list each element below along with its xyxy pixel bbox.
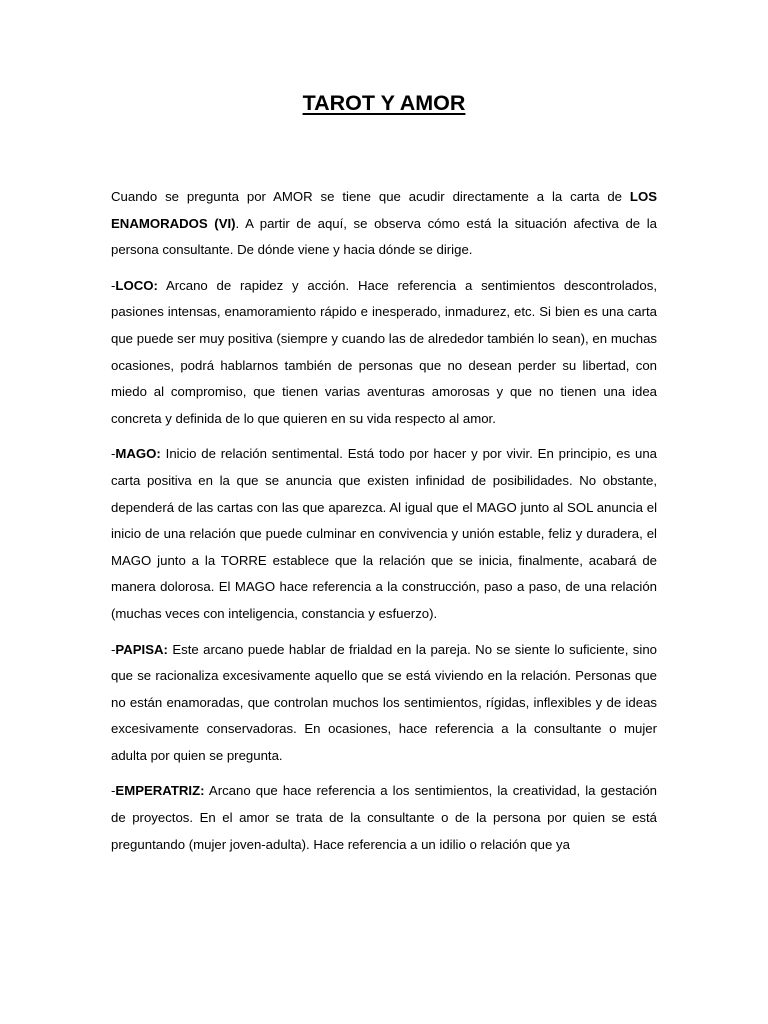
intro-text-after: . A partir de aquí, se observa cómo está la situación afectiva de la persona consultante. De dónde viene y hacia dónde se dirige.: [111, 215, 657, 258]
section-term-mago: MAGO:: [115, 446, 161, 462]
intro-paragraph: [111, 184, 657, 264]
section-text-mago: Inicio de relación sentimental. Está todo por hacer y por vivir. En principio, es una carta positiva en la que se anuncia que existen infinidad de posibilidades. No obstante, dependerá de las cartas con las que aparezca. Al igual que el MAGO junto al SOL anuncia el inicio de una relación que puede culminar en convivencia y unión estable, feliz y duradera, el MAGO junto a la TORRE establece que la relación que se inicia, finalmente, acabará de manera dolorosa. El MAGO hace referencia a la construcción, paso a paso, de una relación (muchas veces con inteligencia, constancia y esfuerzo).: [111, 446, 657, 621]
section-prefix: -: [111, 277, 116, 293]
section-term-emperatriz: EMPERATRIZ:: [115, 783, 205, 799]
section-paragraph-loco: [111, 273, 657, 433]
document-title: [0, 88, 768, 118]
intro-card-term: LOS ENAMORADOS (VI): [111, 189, 657, 231]
section-prefix: -: [111, 446, 116, 462]
document-body: [111, 184, 657, 867]
section-text-papisa: Este arcano puede hablar de frialdad en la pareja. No se siente lo suficiente, sino que se racionaliza excesivamente aquello que se está viviendo en la relación. Personas que no están enamoradas, que controlan muchos los sentimientos, rígidas, inflexibles y de ideas excesivamente conservadoras. En ocasiones, hace referencia a la consultante o mujer adulta por quien se pregunta.: [111, 641, 657, 763]
section-paragraph-emperatriz: [111, 778, 657, 858]
section-paragraph-papisa: [111, 637, 657, 770]
section-term-loco: LOCO:: [115, 277, 158, 293]
section-prefix: -: [111, 641, 116, 657]
section-text-loco: Arcano de rapidez y acción. Hace referencia a sentimientos descontrolados, pasiones intensas, enamoramiento rápido e inesperado, inmadurez, etc. Si bien es una carta que puede ser muy positiva (siempre y cuando las de alrededor también lo sean), en muchas ocasiones, podrá hablarnos también de personas que no desean perder su libertad, con miedo al compromiso, que tienen varias aventuras amorosas y que no tienen una idea concreta y definida de lo que quieren en su vida respecto al amor.: [111, 277, 657, 426]
section-term-papisa: PAPISA:: [115, 641, 168, 657]
section-prefix: -: [111, 783, 116, 799]
intro-text-before: Cuando se pregunta por AMOR se tiene que acudir directamente a la carta de: [111, 189, 630, 204]
section-paragraph-mago: [111, 441, 657, 627]
document-title-text: TAROT Y AMOR: [302, 91, 466, 115]
section-text-emperatriz: Arcano que hace referencia a los sentimientos, la creatividad, la gestación de proyectos. En el amor se trata de la consultante o de la persona por quien se está preguntando (mujer joven-adulta). Hace referencia a un idilio o relación que ya: [111, 783, 657, 852]
